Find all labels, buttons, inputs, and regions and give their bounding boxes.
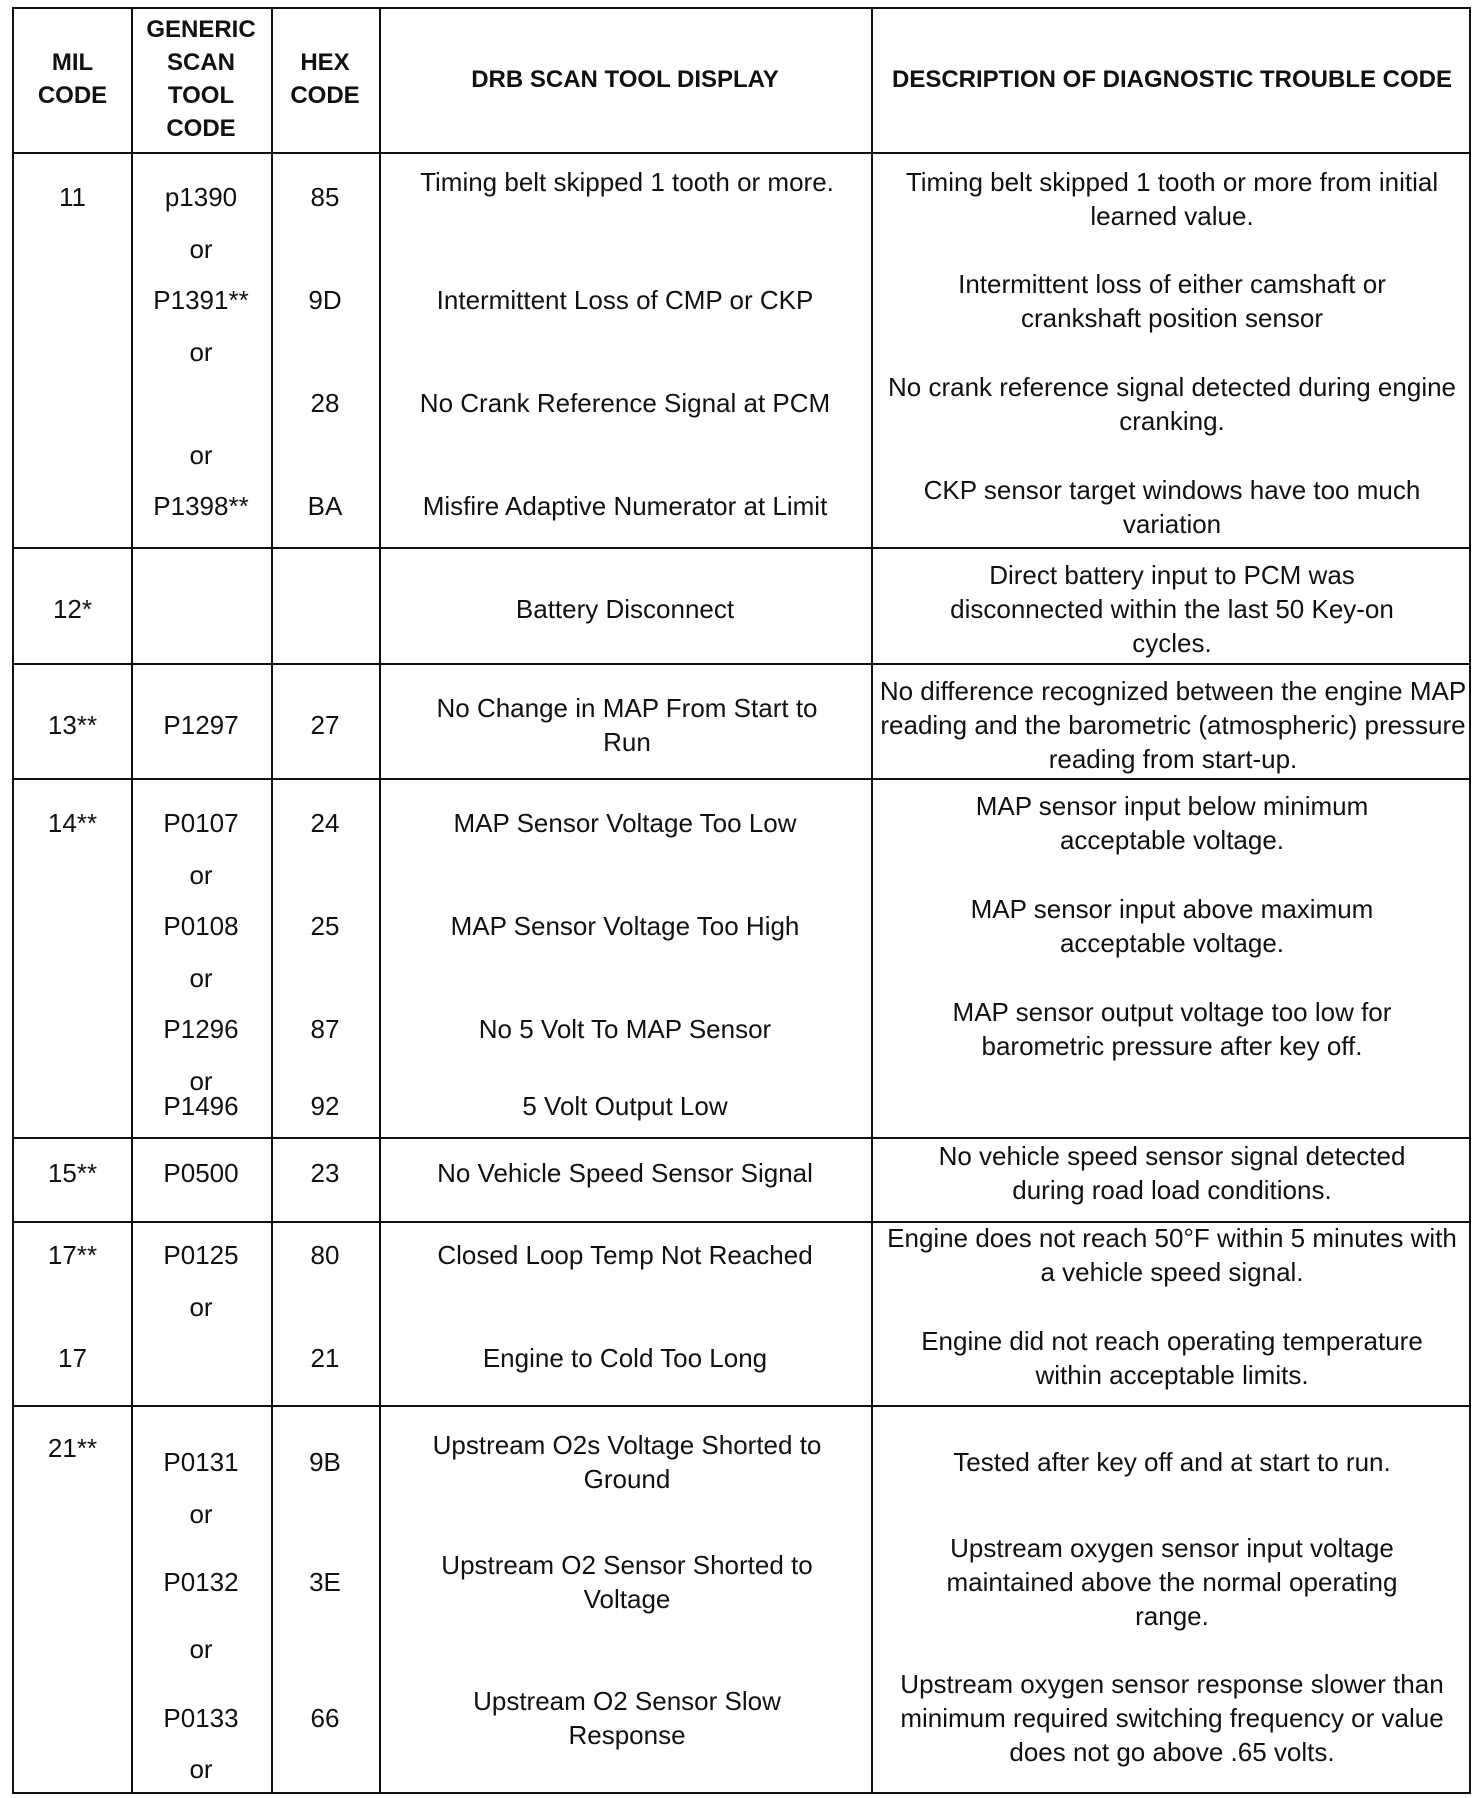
hex-code: 80 bbox=[310, 1240, 340, 1270]
row-divider bbox=[14, 547, 1469, 549]
drb-display: Misfire Adaptive Numerator at Limit bbox=[422, 491, 828, 521]
hex-code: 28 bbox=[310, 388, 340, 418]
hex-code: 21 bbox=[310, 1343, 340, 1373]
generic-code: p1390 bbox=[164, 182, 238, 212]
drb-display: No 5 Volt To MAP Sensor bbox=[478, 1014, 772, 1044]
generic-code: P1398** bbox=[153, 491, 249, 521]
drb-display: Upstream O2 Sensor Slow Response bbox=[473, 1686, 781, 1750]
mil-code: 13** bbox=[47, 710, 98, 740]
or-separator: or bbox=[189, 337, 213, 367]
hex-code: 85 bbox=[310, 182, 340, 212]
row-divider bbox=[14, 1405, 1469, 1407]
mil-code: 17** bbox=[47, 1240, 98, 1270]
row-divider bbox=[14, 778, 1469, 780]
dtc-description: Intermittent loss of either camshaft or crankshaft position sensor bbox=[958, 269, 1386, 333]
row-divider bbox=[14, 663, 1469, 665]
drb-display: MAP Sensor Voltage Too Low bbox=[453, 808, 797, 838]
dtc-description: Upstream oxygen sensor response slower than minimum required switching frequency or value does not go above .65 volts. bbox=[900, 1669, 1444, 1767]
or-separator: or bbox=[189, 860, 213, 890]
or-separator: or bbox=[189, 440, 213, 470]
dtc-description: No crank reference signal detected during engine cranking. bbox=[887, 372, 1457, 436]
dtc-description: Engine did not reach operating temperature within acceptable limits. bbox=[921, 1326, 1423, 1390]
hex-code: 66 bbox=[310, 1703, 340, 1733]
or-separator: or bbox=[189, 1754, 213, 1784]
drb-display: MAP Sensor Voltage Too High bbox=[450, 911, 800, 941]
drb-display: Upstream O2s Voltage Shorted to Ground bbox=[432, 1430, 822, 1494]
or-separator: or bbox=[189, 963, 213, 993]
dtc-description: Tested after key off and at start to run. bbox=[953, 1447, 1391, 1477]
hex-code: 9D bbox=[308, 285, 342, 315]
drb-display: Upstream O2 Sensor Shorted to Voltage bbox=[441, 1550, 813, 1614]
generic-code: P0107 bbox=[163, 808, 239, 838]
drb-display: Timing belt skipped 1 tooth or more. bbox=[420, 167, 834, 197]
header-hex-code: HEX CODE bbox=[290, 49, 360, 109]
mil-code: 14** bbox=[47, 808, 98, 838]
row-divider bbox=[14, 152, 1469, 154]
drb-display: Engine to Cold Too Long bbox=[482, 1343, 768, 1373]
generic-code: P0125 bbox=[163, 1240, 239, 1270]
dtc-description: MAP sensor output voltage too low for barometric pressure after key off. bbox=[952, 997, 1392, 1061]
dtc-description: Engine does not reach 50°F within 5 minutes with a vehicle speed signal. bbox=[887, 1223, 1457, 1287]
hex-code: 27 bbox=[310, 710, 340, 740]
drb-display: Battery Disconnect bbox=[515, 594, 735, 624]
dtc-description: Upstream oxygen sensor input voltage maintained above the normal operating range. bbox=[946, 1533, 1398, 1631]
or-separator: or bbox=[189, 1292, 213, 1322]
generic-code: P1391** bbox=[153, 285, 249, 315]
drb-display: Intermittent Loss of CMP or CKP bbox=[436, 285, 814, 315]
or-separator: or bbox=[189, 1499, 213, 1529]
generic-code: P1297 bbox=[163, 710, 239, 740]
hex-code: 24 bbox=[310, 808, 340, 838]
generic-code: P1296 bbox=[163, 1014, 239, 1044]
or-separator: or bbox=[189, 234, 213, 264]
or-separator: or bbox=[189, 1634, 213, 1664]
header-mil-code: MIL CODE bbox=[37, 49, 108, 109]
hex-code: 3E bbox=[309, 1567, 341, 1597]
or-separator: or bbox=[189, 1066, 213, 1096]
drb-display: 5 Volt Output Low bbox=[522, 1091, 728, 1121]
dtc-description: MAP sensor input below minimum acceptable voltage. bbox=[975, 791, 1369, 855]
mil-code: 15** bbox=[47, 1158, 98, 1188]
generic-code: P1496 bbox=[163, 1091, 239, 1121]
drb-display: No Change in MAP From Start to Run bbox=[436, 693, 818, 757]
generic-code: P0108 bbox=[163, 911, 239, 941]
hex-code: 9B bbox=[309, 1447, 341, 1477]
hex-code: 23 bbox=[310, 1158, 340, 1188]
generic-code: P0133 bbox=[163, 1703, 239, 1733]
dtc-description: No vehicle speed sensor signal detected during road load conditions. bbox=[938, 1141, 1406, 1205]
dtc-description: No difference recognized between the engine MAP reading and the barometric (atmospheric) pressure reading from start-up. bbox=[879, 676, 1467, 774]
header-drb-scan-tool-display: DRB SCAN TOOL DISPLAY bbox=[471, 65, 779, 93]
dtc-table bbox=[12, 7, 1471, 1794]
dtc-description: CKP sensor target windows have too much variation bbox=[923, 475, 1421, 539]
mil-code: 11 bbox=[59, 182, 86, 212]
mil-code: 12* bbox=[52, 594, 93, 624]
drb-display: No Vehicle Speed Sensor Signal bbox=[437, 1158, 813, 1188]
dtc-description: Direct battery input to PCM was disconnected within the last 50 Key-on cycles. bbox=[950, 560, 1394, 658]
col-divider bbox=[271, 9, 273, 1792]
dtc-description: MAP sensor input above maximum acceptable voltage. bbox=[970, 894, 1374, 958]
drb-display: Closed Loop Temp Not Reached bbox=[437, 1240, 813, 1270]
header-description: DESCRIPTION OF DIAGNOSTIC TROUBLE CODE bbox=[891, 65, 1452, 93]
mil-code: 21** bbox=[47, 1433, 98, 1463]
dtc-description: Timing belt skipped 1 tooth or more from initial learned value. bbox=[905, 167, 1439, 231]
generic-code: P0132 bbox=[163, 1567, 239, 1597]
generic-code: P0500 bbox=[163, 1158, 239, 1188]
hex-code: 92 bbox=[310, 1091, 340, 1121]
generic-code: P0131 bbox=[163, 1447, 239, 1477]
hex-code: BA bbox=[307, 491, 343, 521]
mil-code: 17 bbox=[58, 1343, 87, 1373]
col-divider bbox=[379, 9, 381, 1792]
col-divider bbox=[871, 9, 873, 1792]
header-generic-scan-tool-code: GENERIC SCAN TOOL CODE bbox=[146, 16, 256, 142]
drb-display: No Crank Reference Signal at PCM bbox=[419, 388, 831, 418]
hex-code: 25 bbox=[310, 911, 340, 941]
hex-code: 87 bbox=[310, 1014, 340, 1044]
